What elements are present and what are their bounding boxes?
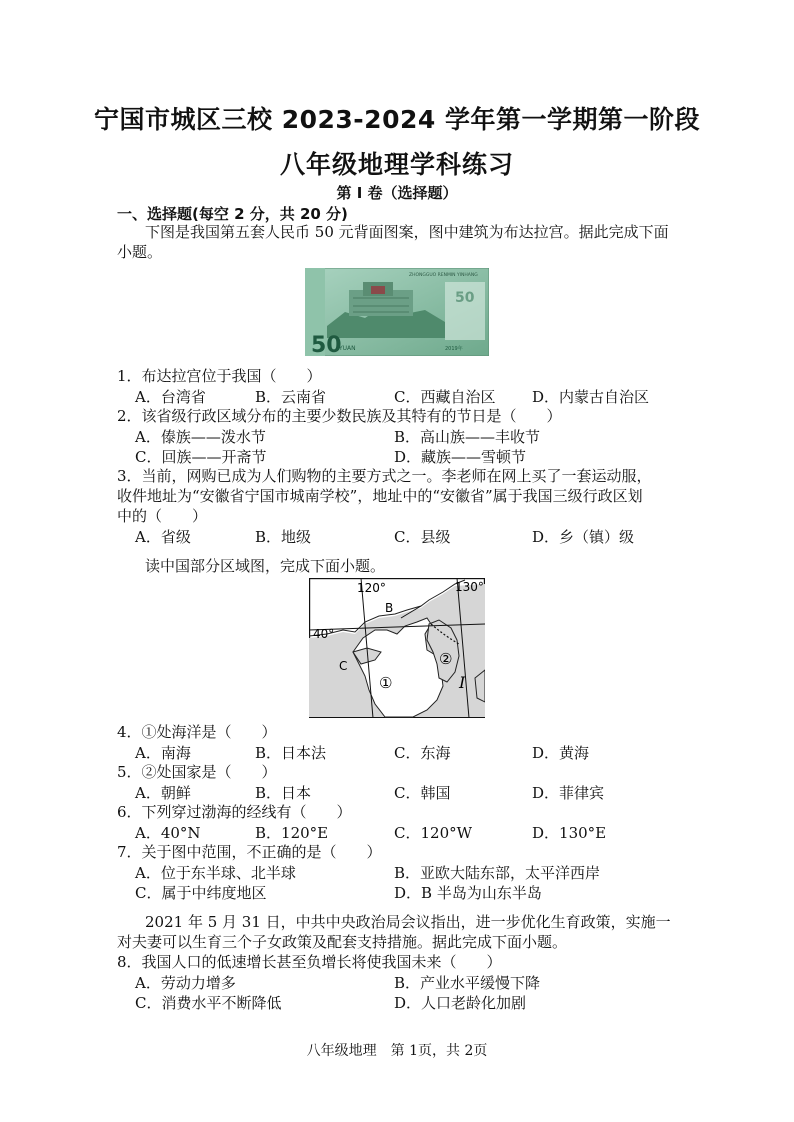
intro-paragraph: 下图是我国第五套人民币 50 元背面图案，图中建筑为布达拉宫。据此完成下面小题。	[117, 223, 669, 261]
q8-option-c: C．消费水平不断降低	[135, 994, 282, 1012]
q6-option-b: B．120°E	[255, 824, 329, 842]
q2-option-a: A．傣族——泼水节	[135, 428, 266, 446]
banknote-pinyin: ZHONGGUO RENMIN YINHANG	[409, 273, 478, 278]
q1-option-b: B．云南省	[255, 388, 327, 406]
q3-stem-line-3: 中的（ ）	[117, 507, 208, 525]
map-label-c: C	[339, 659, 348, 673]
banknote-denomination: 50	[311, 333, 342, 356]
q7-option-c: C．属于中纬度地区	[135, 884, 267, 902]
q4-option-b: B．日本法	[255, 744, 327, 762]
q7-option-b: B．亚欧大陆东部，太平洋西岸	[394, 864, 601, 882]
map-lat-label-40: 40°	[313, 627, 335, 641]
q7-option-a: A．位于东半球、北半球	[135, 864, 296, 882]
q1-option-a: A．台湾省	[135, 388, 206, 406]
title-line-1: 宁国市城区三校 2023-2024 学年第一学期第一阶段	[94, 105, 700, 134]
map-label-i: I	[459, 673, 466, 692]
q8-option-a: A．劳动力增多	[135, 974, 236, 992]
q1-option-d: D．内蒙古自治区	[532, 388, 650, 406]
q8-stem: 8．我国人口的低速增长甚至负增长将使我国未来（ ）	[117, 953, 502, 971]
q5-option-d: D．菲律宾	[532, 784, 605, 802]
title-line-2: 八年级地理学科练习	[279, 150, 514, 179]
banknote-yuan: YUAN	[339, 345, 356, 352]
q6-option-c: C．120°W	[394, 824, 473, 842]
q4-stem: 4．①处海洋是（ ）	[117, 723, 277, 741]
volume-heading: 第 I 卷（选择题）	[336, 184, 458, 202]
q2-option-b: B．高山族——丰收节	[394, 428, 541, 446]
map-intro: 读中国部分区域图，完成下面小题。	[145, 557, 386, 575]
q3-stem-line-2: 收件地址为“安徽省宁国市城南学校”，地址中的“安徽省”属于我国三级行政区划	[117, 487, 643, 505]
q3-option-b: B．地级	[255, 528, 312, 546]
q7-stem: 7．关于图中范围，不正确的是（ ）	[117, 843, 382, 861]
q4-option-a: A．南海	[135, 744, 191, 762]
region-map	[309, 578, 485, 718]
q1-stem: 1．布达拉宫位于我国（ ）	[117, 367, 322, 385]
q2-stem: 2．该省级行政区域分布的主要少数民族及其特有的节日是（ ）	[117, 407, 562, 425]
q5-stem: 5．②处国家是（ ）	[117, 763, 277, 781]
map-label-2: ②	[439, 650, 453, 668]
policy-paragraph: 2021 年 5 月 31 日，中共中央政治局会议指出，进一步优化生育政策，实施一对夫妻可以生育三个子女政策及配套支持措施。据此完成下面小题。	[117, 913, 671, 951]
q5-option-b: B．日本	[255, 784, 312, 802]
map-lon-label-130: 130°	[455, 580, 484, 594]
map-lon-label-120: 120°	[357, 581, 386, 595]
q3-option-c: C．县级	[394, 528, 451, 546]
q6-option-d: D．130°E	[532, 824, 607, 842]
q4-option-d: D．黄海	[532, 744, 590, 762]
q2-option-c: C．回族——开斋节	[135, 448, 267, 466]
banknote-image	[305, 268, 489, 356]
q1-option-c: C．西藏自治区	[394, 388, 496, 406]
map-label-b: B	[385, 601, 394, 615]
q8-option-d: D．人口老龄化加剧	[394, 994, 527, 1012]
banknote-watermark-50: 50	[455, 290, 475, 306]
q5-option-a: A．朝鲜	[135, 784, 191, 802]
page-footer: 八年级地理 第 1页，共 2页	[306, 1043, 488, 1059]
q3-option-a: A．省级	[135, 528, 191, 546]
q6-stem: 6．下列穿过渤海的经线有（ ）	[117, 803, 352, 821]
q3-option-d: D．乡（镇）级	[532, 528, 635, 546]
q6-option-a: A．40°N	[135, 824, 201, 842]
q2-option-d: D．藏族——雪顿节	[394, 448, 527, 466]
banknote-year: 2019年	[445, 346, 463, 352]
q5-option-c: C．韩国	[394, 784, 451, 802]
q4-option-c: C．东海	[394, 744, 451, 762]
q7-option-d: D．B 半岛为山东半岛	[394, 884, 542, 902]
q3-stem-line-1: 3．当前，网购已成为人们购物的主要方式之一。李老师在网上买了一套运动服，	[117, 467, 652, 485]
section-heading: 一、选择题(每空 2 分，共 20 分)	[117, 205, 348, 223]
map-label-1: ①	[379, 674, 393, 692]
q8-option-b: B．产业水平缓慢下降	[394, 974, 541, 992]
